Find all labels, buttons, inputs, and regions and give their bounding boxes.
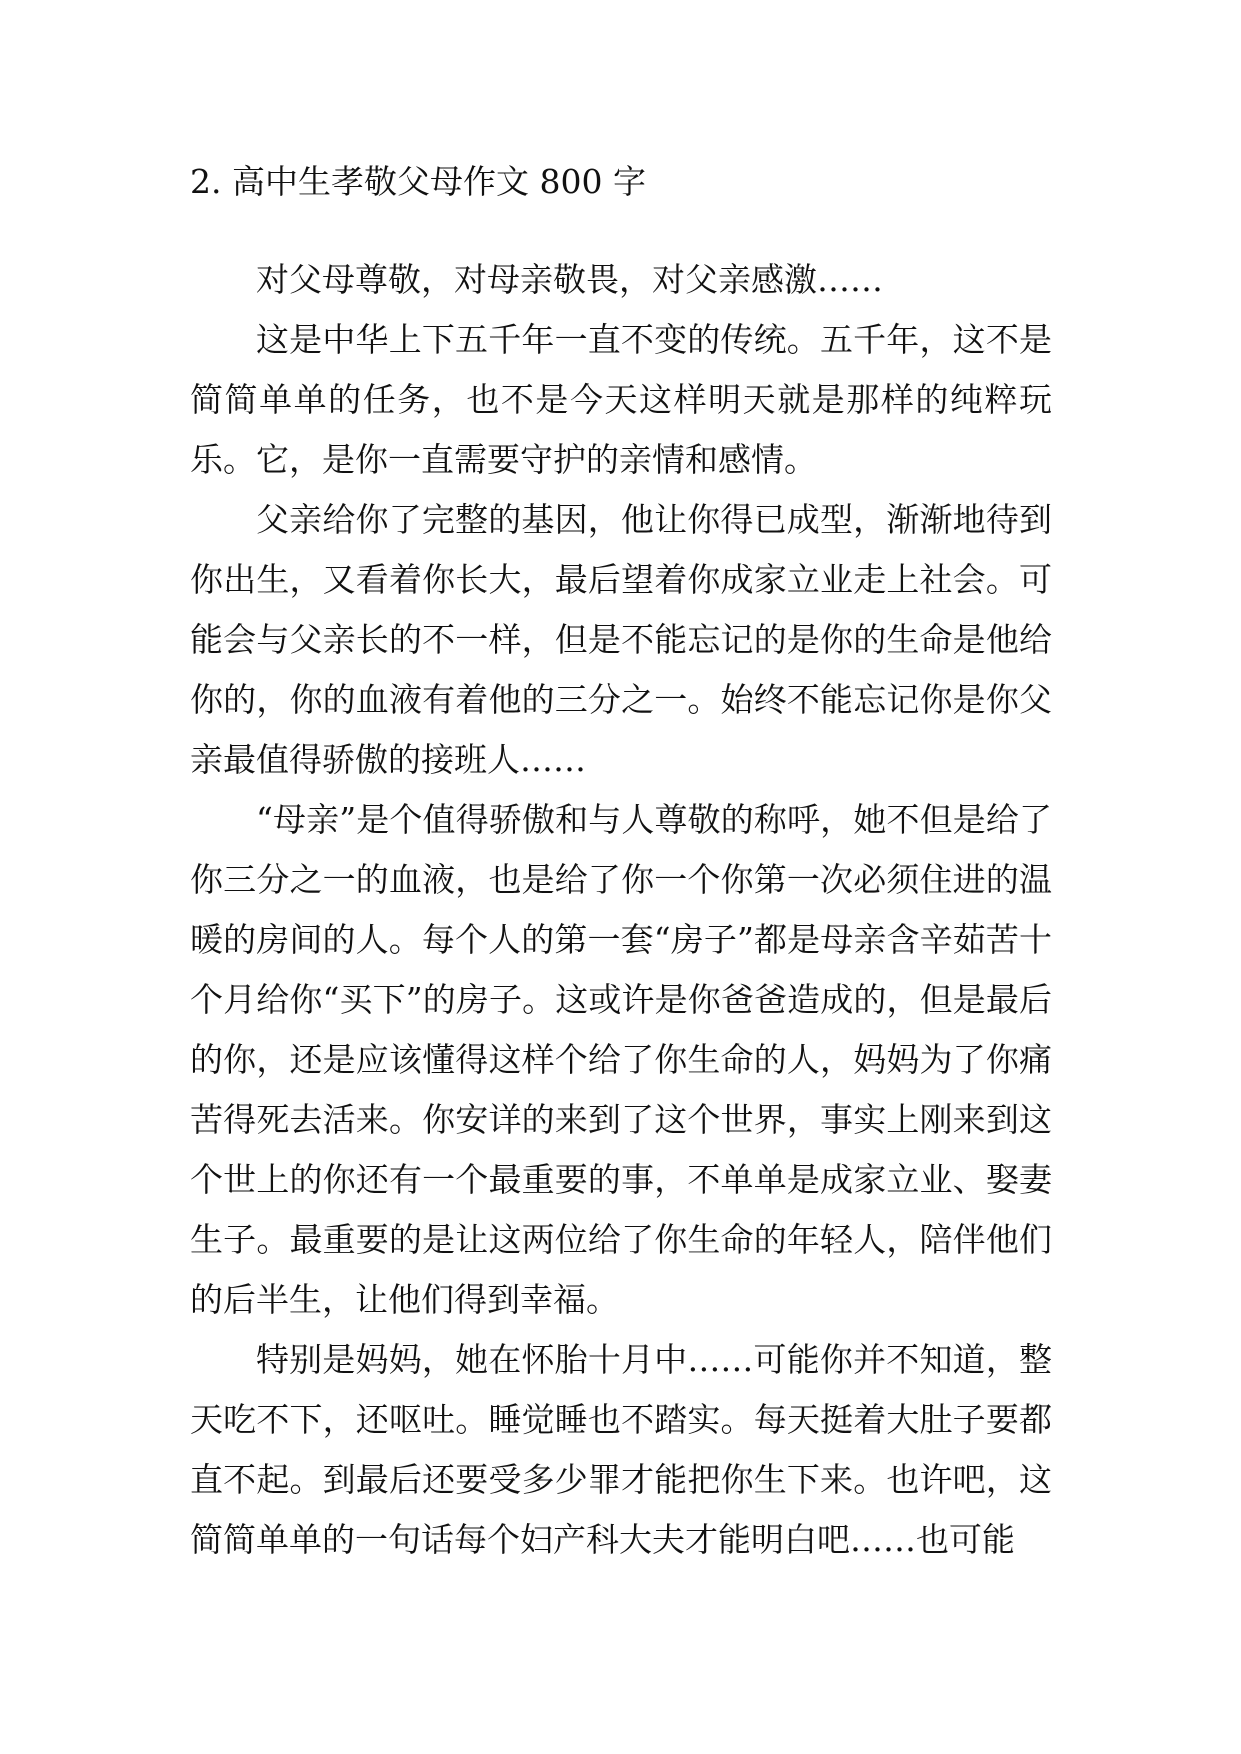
- paragraph-4: “母亲”是个值得骄傲和与人尊敬的称呼，她不但是给了你三分之一的血液，也是给了你一个你第一次必须住进的温暖的房间的人。每个人的第一套“房子”都是母亲含辛茹苦十个月给你“买下”的房子。这或许是你爸爸造成的，但是最后的你，还是应该懂得这样个给了你生命的人，妈妈为了你痛苦得死去活来。你安详的来到了这个世界，事实上刚来到这个世上的你还有一个最重要的事，不单单是成家立业、娶妻生子。最重要的是让这两位给了你生命的年轻人，陪伴他们的后半生，让他们得到幸福。: [190, 800, 1052, 1319]
- paragraph-5: 特别是妈妈，她在怀胎十月中……可能你并不知道，整天吃不下，还呕吐。睡觉睡也不踏实。每天挺着大肚子要都直不起。到最后还要受多少罪才能把你生下来。也许吧，这简简单单的一句话每个妇产科大夫才能明白吧……也可能: [190, 1340, 1052, 1559]
- paragraph-3: 父亲给你了完整的基因，他让你得已成型，渐渐地待到你出生，又看着你长大，最后望着你成家立业走上社会。可能会与父亲长的不一样，但是不能忘记的是你的生命是他给你的，你的血液有着他的三分之一。始终不能忘记你是你父亲最值得骄傲的接班人……: [190, 500, 1052, 779]
- paragraph-1: 对父母尊敬，对母亲敬畏，对父亲感激……: [256, 260, 883, 299]
- paragraph-2: 这是中华上下五千年一直不变的传统。五千年，这不是简简单单的任务，也不是今天这样明天就是那样的纯粹玩乐。它，是你一直需要守护的亲情和感情。: [190, 320, 1052, 479]
- essay-body: [190, 250, 1052, 1570]
- essay-title: 2. 高中生孝敬父母作文 800 字: [190, 162, 646, 201]
